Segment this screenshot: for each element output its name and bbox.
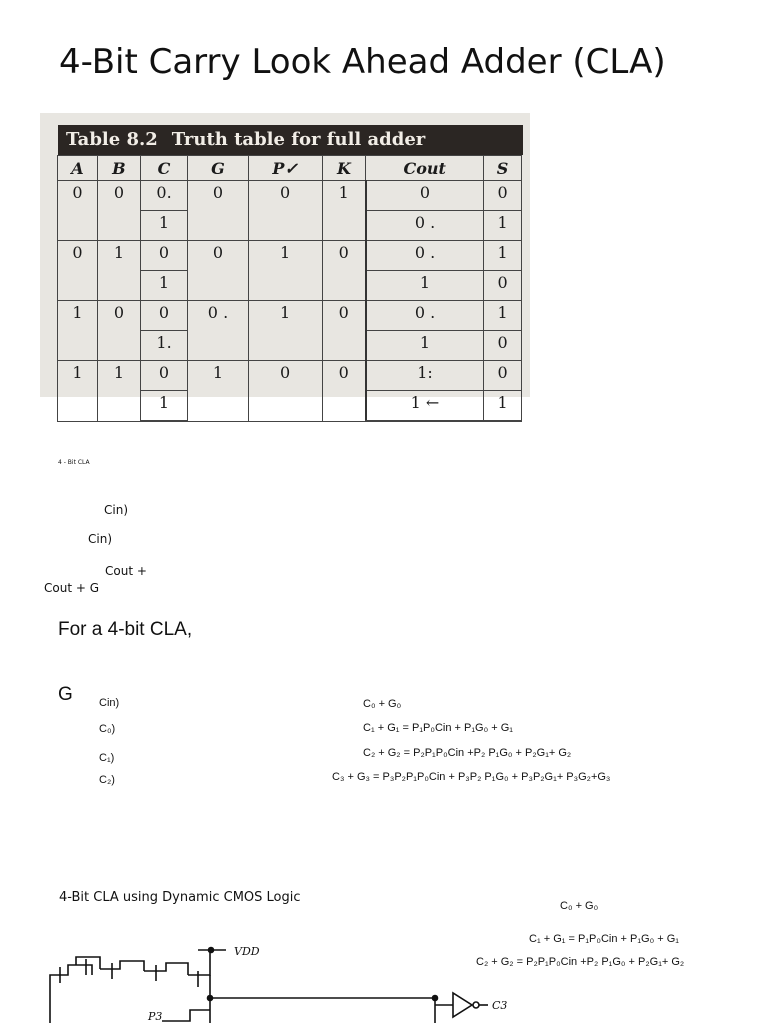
tiny-label: 4 - Bit CLA <box>58 459 90 466</box>
cell-s: 1 <box>484 391 522 422</box>
cell-p: 0 <box>248 181 322 241</box>
cell-g: 0 <box>188 241 249 301</box>
cell-s: 0 <box>484 181 522 211</box>
equation-c3: C₃ + G₃ = P₃P₂P₁P₀Cin + P₃P₂ P₁G₀ + P₃P₂G₁+ P₃G₂+G₃ <box>332 771 611 783</box>
g-label: G <box>58 684 73 705</box>
cell-k: 0 <box>322 241 366 301</box>
cell-g: 0 . <box>188 301 249 361</box>
col-header-cout: Cout <box>366 156 484 181</box>
cell-g: 1 <box>188 361 249 422</box>
table-row <box>58 241 522 271</box>
col-header-g: G <box>188 156 249 181</box>
equation-c1: C₁ + G₁ = P₁P₀Cin + P₁G₀ + G₁ <box>363 722 513 734</box>
cell-c: 1 <box>140 391 187 422</box>
col-header-s: S <box>484 156 522 181</box>
cell-cout: 0 . <box>366 241 484 271</box>
table-row <box>58 301 522 331</box>
cell-k: 1 <box>322 181 366 241</box>
table-row <box>58 361 522 391</box>
col-header-b: B <box>97 156 140 181</box>
cell-k: 0 <box>322 301 366 361</box>
c3-label: C3 <box>492 999 508 1012</box>
cell-p: 1 <box>248 241 322 301</box>
cell-cout: 1 <box>366 331 484 361</box>
cell-s: 0 <box>484 361 522 391</box>
col-header-p: P✓ <box>248 156 322 181</box>
cell-c: 1. <box>140 331 187 361</box>
table-header-row <box>58 156 522 181</box>
cell-a: 1 <box>58 301 98 361</box>
left-eq-2: C₀) <box>99 723 116 735</box>
fragment-cin-2: Cin) <box>88 532 112 546</box>
table-number: Table 8.2 <box>66 129 158 150</box>
cell-g: 0 <box>188 181 249 241</box>
equation2-c1: C₁ + G₁ = P₁P₀Cin + P₁G₀ + G₁ <box>529 933 679 945</box>
cell-cout: 1 ← <box>366 391 484 422</box>
cell-p: 1 <box>248 301 322 361</box>
truth-table <box>57 155 522 422</box>
section-heading-dynamic-cmos: 4-Bit CLA using Dynamic CMOS Logic <box>59 890 301 905</box>
cell-cout: 0 . <box>366 211 484 241</box>
cell-s: 0 <box>484 271 522 301</box>
cell-s: 1 <box>484 211 522 241</box>
col-header-c: C <box>140 156 187 181</box>
cell-b: 1 <box>97 361 140 422</box>
cell-b: 1 <box>97 241 140 301</box>
cell-b: 0 <box>97 181 140 241</box>
vdd-label: VDD <box>234 945 260 958</box>
dynamic-cmos-circuit <box>40 935 600 1024</box>
left-eq-3: C₁) <box>99 752 115 764</box>
cell-a: 0 <box>58 181 98 241</box>
col-header-k: K <box>322 156 366 181</box>
cell-s: 0 <box>484 331 522 361</box>
table-row <box>58 181 522 211</box>
cell-cout: 0 . <box>366 301 484 331</box>
cell-a: 1 <box>58 361 98 422</box>
cell-c: 0 <box>140 301 187 331</box>
fragment-cout-plus: Cout + <box>105 564 147 578</box>
cell-c: 0 <box>140 361 187 391</box>
section-heading-4bit: For a 4-bit CLA, <box>58 619 193 640</box>
col-header-a: A <box>58 156 98 181</box>
equation2-c2: C₂ + G₂ = P₂P₁P₀Cin +P₂ P₁G₀ + P₂G₁+ G₂ <box>476 956 685 968</box>
table-title: Truth table for full adder <box>171 129 426 150</box>
equation-c2: C₂ + G₂ = P₂P₁P₀Cin +P₂ P₁G₀ + P₂G₁+ G₂ <box>363 747 572 759</box>
cell-k: 0 <box>322 361 366 422</box>
cell-a: 0 <box>58 241 98 301</box>
left-eq-4: C₂) <box>99 774 115 786</box>
cell-cout: 0 <box>366 181 484 211</box>
cell-c: 0 <box>140 241 187 271</box>
cell-c: 1 <box>140 271 187 301</box>
fragment-cin-1: Cin) <box>104 503 128 517</box>
table-caption <box>58 125 523 155</box>
fragment-cout-g: Cout + G <box>44 581 100 595</box>
equation-c0: C₀ + G₀ <box>363 698 402 710</box>
cell-cout: 1: <box>366 361 484 391</box>
cell-b: 0 <box>97 301 140 361</box>
cell-s: 1 <box>484 241 522 271</box>
truth-table-image <box>40 113 530 412</box>
page-title: 4-Bit Carry Look Ahead Adder (CLA) <box>59 42 666 82</box>
cell-c: 0. <box>140 181 187 211</box>
p3-label: P3 <box>148 1010 163 1023</box>
cell-p: 0 <box>248 361 322 422</box>
cell-cout: 1 <box>366 271 484 301</box>
cell-c: 1 <box>140 211 187 241</box>
left-eq-1: Cin) <box>99 697 120 709</box>
equation2-c0: C₀ + G₀ <box>560 900 599 912</box>
cell-s: 1 <box>484 301 522 331</box>
